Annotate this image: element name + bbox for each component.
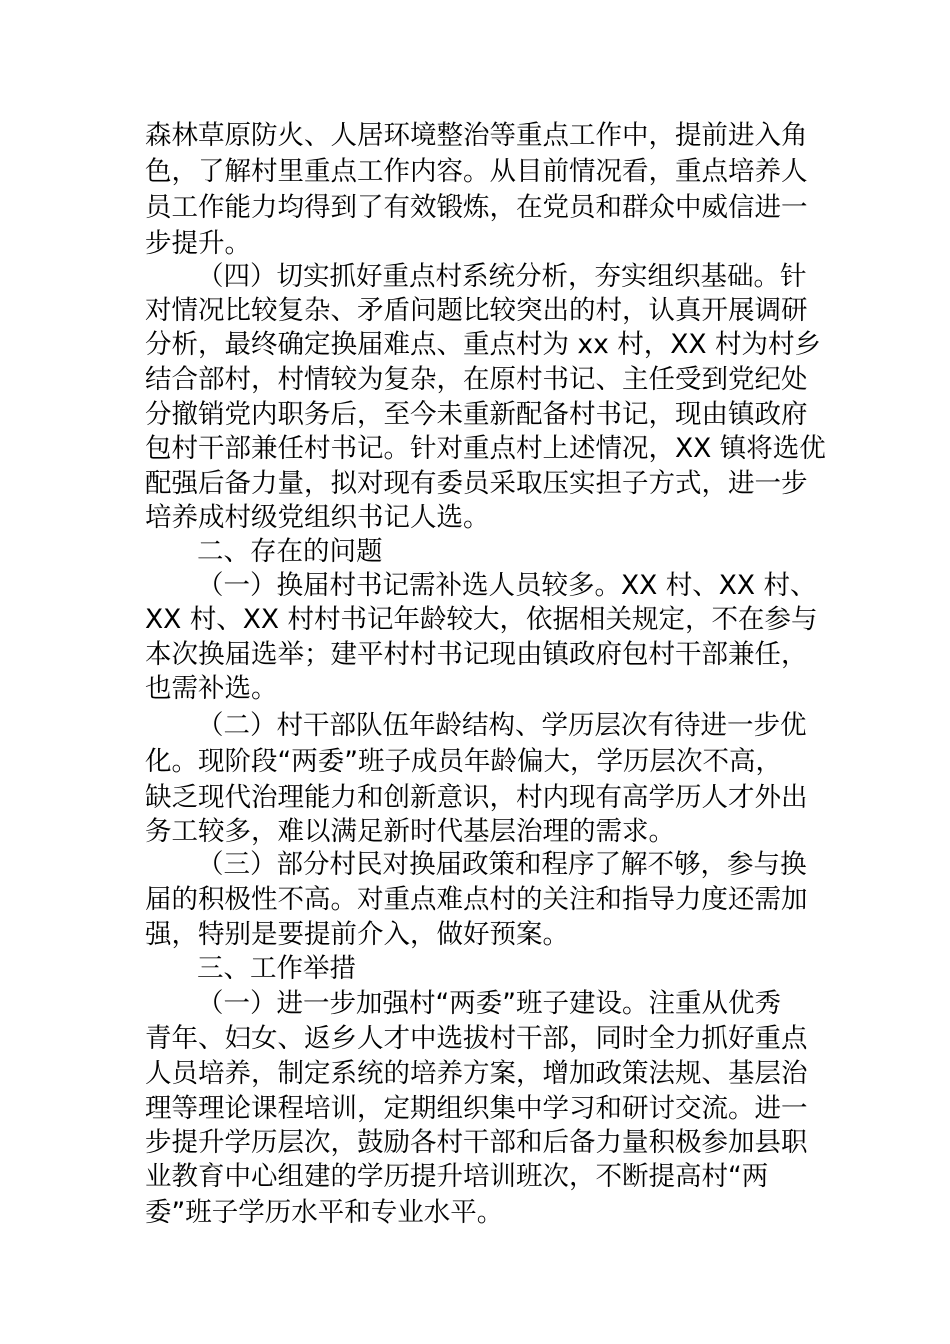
text-line: 对情况比较复杂、矛盾问题比较突出的村，认真开展调研 [145,295,808,326]
section-heading: （二）村干部队伍年龄结构、学历层次有待进一步优 [197,710,807,741]
text-line: 色，了解村里重点工作内容。从目前情况看，重点培养人 [145,156,808,187]
section-heading: （一）进一步加强村“两委”班子建设。注重从优秀 [197,988,781,1019]
text-line: 分撤销党内职务后，至今未重新配备村书记，现由镇政府 [145,399,808,430]
text-line: 分析，最终确定换届难点、重点村为 xx 村，XX 村为村乡 [145,329,821,360]
text-line: 届的积极性不高。对重点难点村的关注和指导力度还需加 [145,884,808,915]
text-line: 化。现阶段“两委”班子成员年龄偏大，学历层次不高， [145,746,782,777]
chapter-heading: 三、工作举措 [197,953,356,984]
text-line: 本次换届选举；建平村村书记现由镇政府包村干部兼任， [145,639,808,670]
section-heading: （一）换届村书记需补选人员较多。XX 村、XX 村、 [197,570,817,601]
text-line: XX 村、XX 村村书记年龄较大，依据相关规定，不在参与 [145,604,818,635]
section-heading: （三）部分村民对换届政策和程序了解不够，参与换 [197,849,807,880]
text-line: 步提升学历层次，鼓励各村干部和后备力量积极参加县职 [145,1127,808,1158]
chapter-heading: 二、存在的问题 [197,536,383,567]
section-heading: （四）切实抓好重点村系统分析，夯实组织基础。针 [197,261,807,292]
text-line: 委”班子学历水平和专业水平。 [145,1197,504,1228]
text-line: 青年、妇女、返乡人才中选拔村干部，同时全力抓好重点 [145,1023,808,1054]
text-line: 森林草原防火、人居环境整治等重点工作中，提前进入角 [145,120,808,151]
text-line: 配强后备力量，拟对现有委员采取压实担子方式，进一步 [145,468,808,499]
text-line: 包村干部兼任村书记。针对重点村上述情况，XX 镇将选优 [145,433,826,464]
text-line: 培养成村级党组织书记人选。 [145,502,490,533]
text-line: 步提升。 [145,228,251,259]
text-line: 人员培养，制定系统的培养方案，增加政策法规、基层治 [145,1058,808,1089]
text-line: 理等理论课程培训，定期组织集中学习和研讨交流。进一 [145,1093,808,1124]
text-line: 缺乏现代治理能力和创新意识，村内现有高学历人才外出 [145,782,808,813]
text-line: 也需补选。 [145,673,278,704]
text-line: 强，特别是要提前介入，做好预案。 [145,919,569,950]
text-line: 业教育中心组建的学历提升培训班次，不断提高村“两 [145,1161,769,1192]
text-line: 务工较多，难以满足新时代基层治理的需求。 [145,816,675,847]
text-line: 员工作能力均得到了有效锻炼，在党员和群众中威信进一 [145,192,808,223]
text-line: 结合部村，村情较为复杂，在原村书记、主任受到党纪处 [145,364,808,395]
